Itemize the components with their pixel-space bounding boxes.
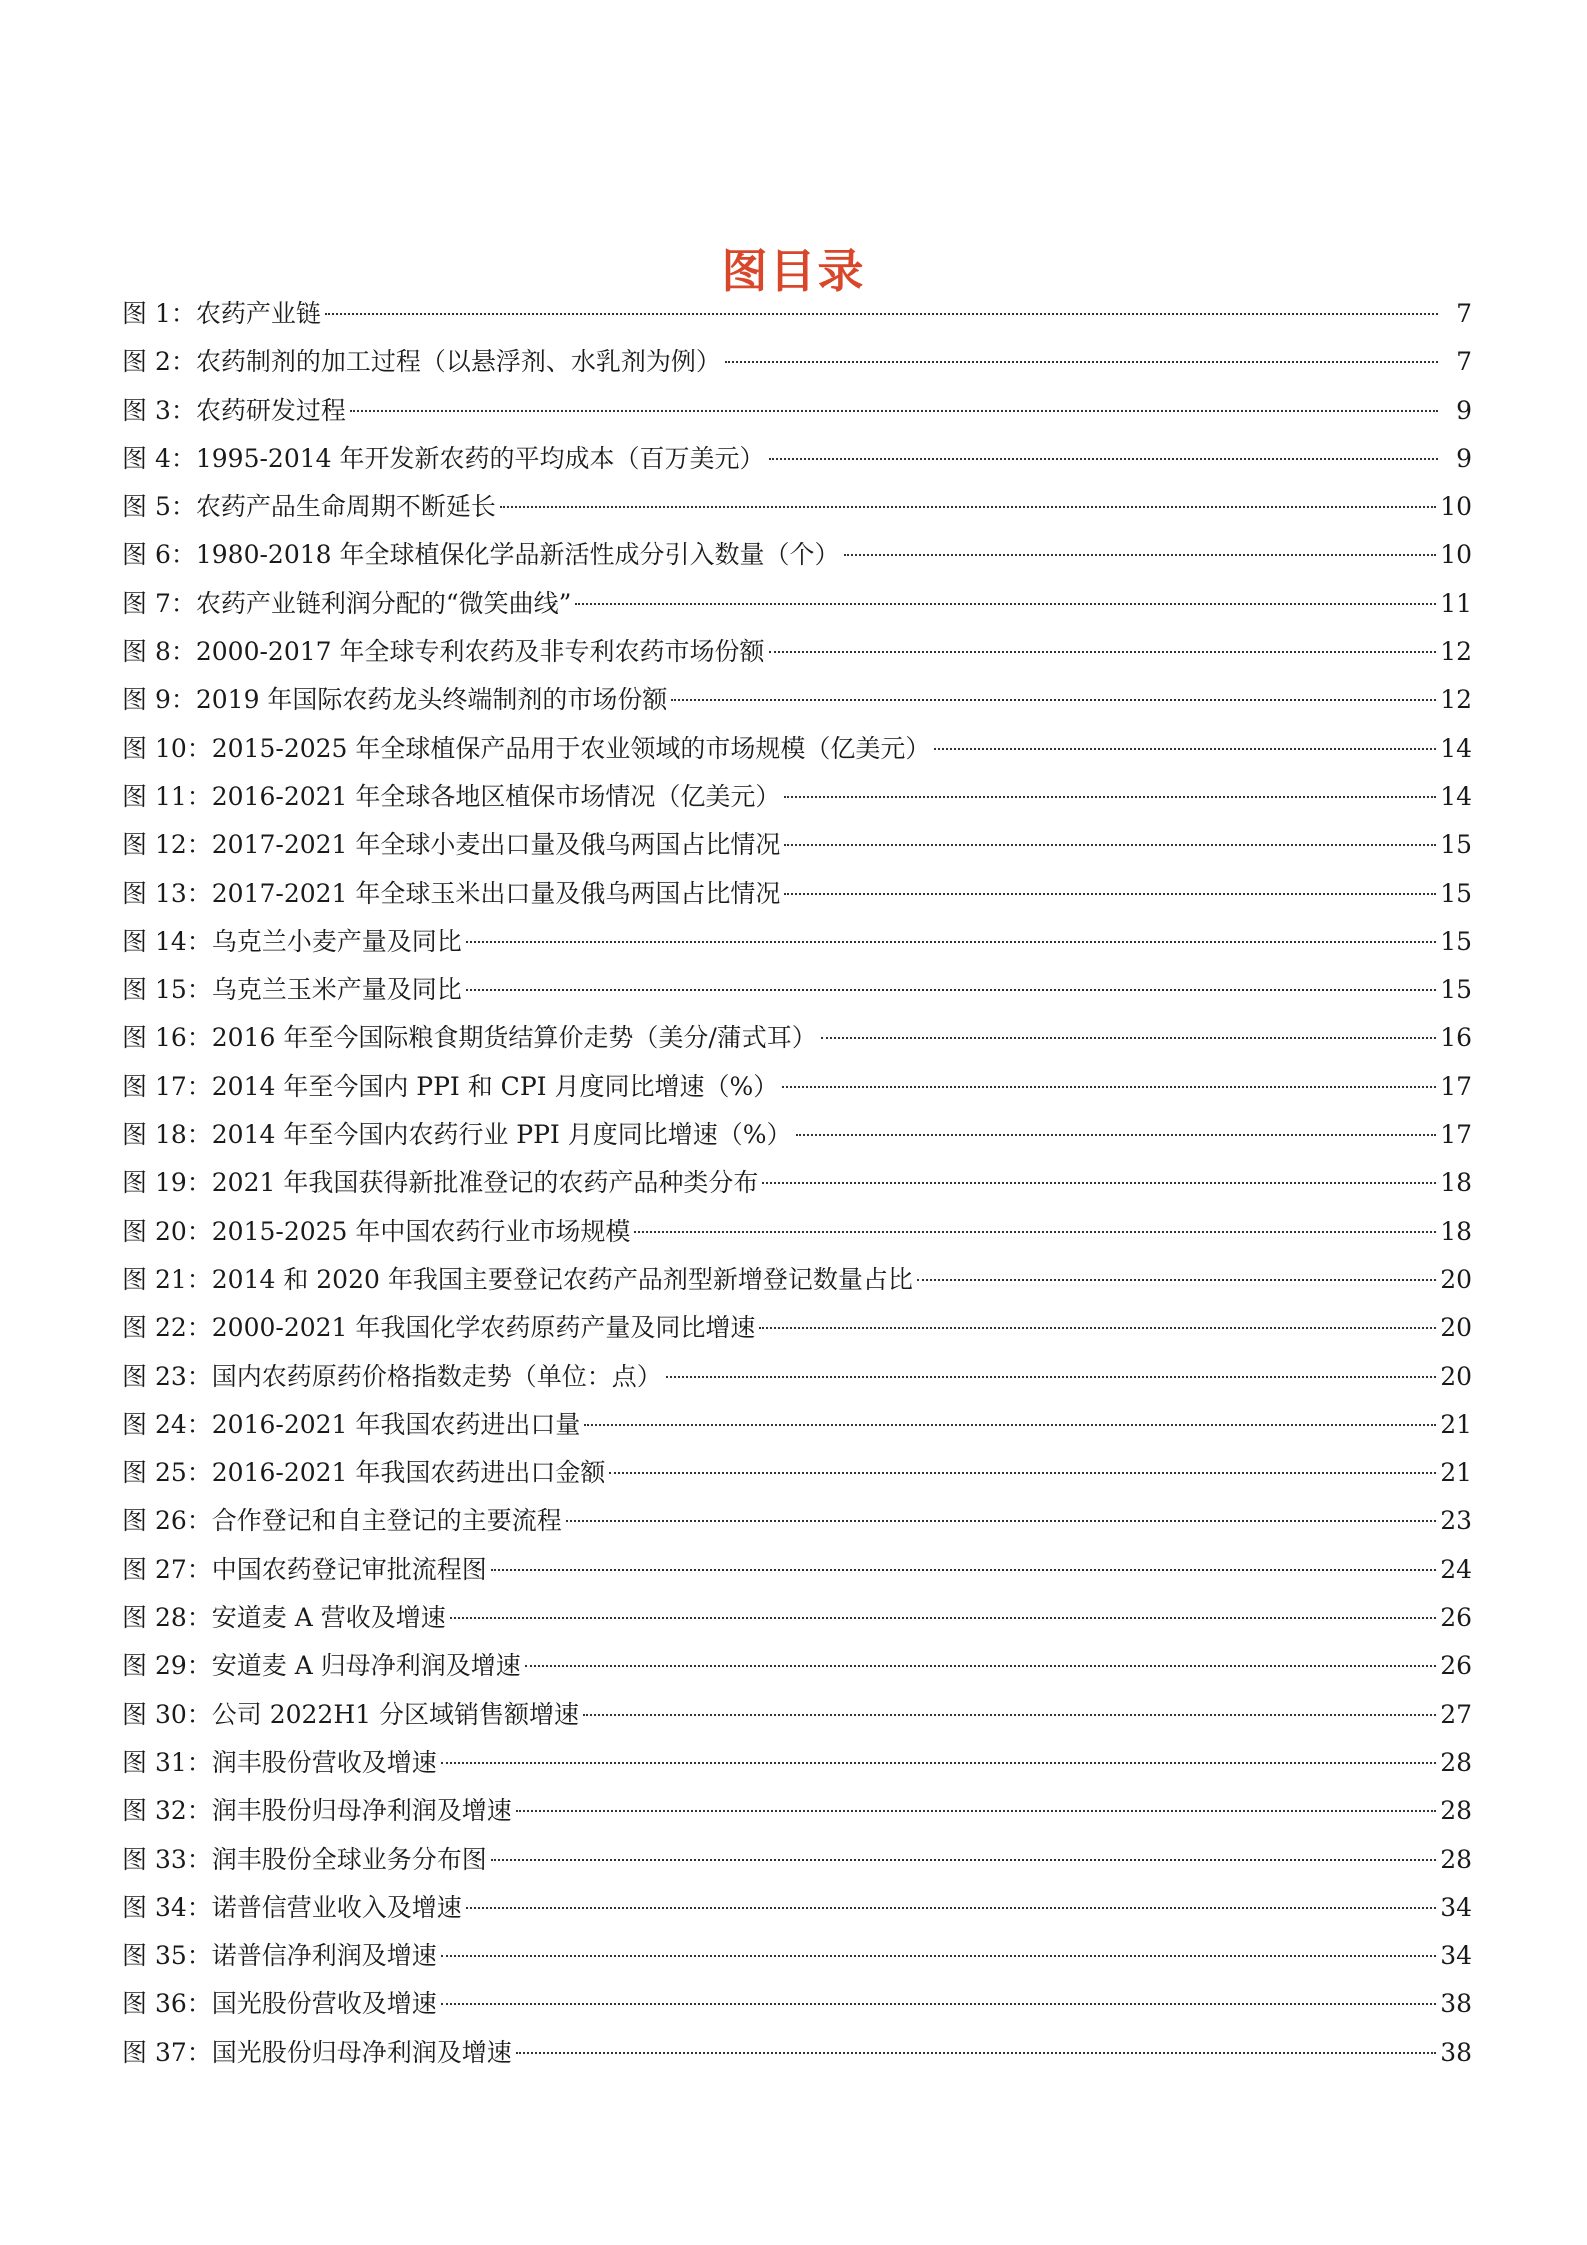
toc-entry-page: 21 xyxy=(1440,1409,1472,1439)
dot-leader xyxy=(844,554,1437,556)
dot-leader xyxy=(450,1617,1436,1619)
dot-leader xyxy=(784,796,1436,798)
toc-entry[interactable] xyxy=(122,1401,1472,1449)
toc-entry[interactable] xyxy=(122,2029,1472,2077)
dot-leader xyxy=(525,1665,1436,1667)
toc-entry-page: 20 xyxy=(1440,1361,1472,1391)
toc-entry-page: 18 xyxy=(1440,1168,1472,1198)
toc-entry-label[interactable]: 图 15：乌克兰玉米产量及同比 xyxy=(122,975,462,1005)
toc-entry[interactable] xyxy=(122,676,1472,724)
toc-entry[interactable] xyxy=(122,1497,1472,1545)
toc-entry-label[interactable]: 图 7：农药产业链利润分配的“微笑曲线” xyxy=(122,588,572,618)
toc-entry-page: 21 xyxy=(1440,1458,1472,1488)
toc-entry-label[interactable]: 图 28：安道麦 A 营收及增速 xyxy=(122,1603,446,1633)
toc-entry-label[interactable]: 图 22：2000-2021 年我国化学农药原药产量及同比增速 xyxy=(122,1313,756,1343)
toc-entry-page: 20 xyxy=(1440,1264,1472,1294)
toc-entry[interactable] xyxy=(122,870,1472,918)
toc-entry[interactable] xyxy=(122,387,1472,435)
dot-leader xyxy=(769,651,1437,653)
toc-entry-page: 16 xyxy=(1440,1023,1472,1053)
toc-entry[interactable] xyxy=(122,1980,1472,2028)
toc-entry-label[interactable]: 图 27：中国农药登记审批流程图 xyxy=(122,1554,487,1584)
toc-entry-page: 7 xyxy=(1456,299,1472,328)
toc-entry[interactable] xyxy=(122,1691,1472,1739)
dot-leader xyxy=(466,1907,1436,1909)
dot-leader xyxy=(350,410,1438,412)
toc-entry-label[interactable]: 图 16：2016 年至今国际粮食期货结算价走势（美分/蒲式耳） xyxy=(122,1023,817,1053)
dot-leader xyxy=(584,1424,1436,1426)
toc-entry-label[interactable]: 图 1：农药产业链 xyxy=(122,299,321,328)
toc-entry-label[interactable]: 图 23：国内农药原药价格指数走势（单位：点） xyxy=(122,1361,662,1391)
toc-entry-page: 34 xyxy=(1440,1941,1472,1971)
toc-entry-label[interactable]: 图 14：乌克兰小麦产量及同比 xyxy=(122,926,462,956)
toc-entry-label[interactable]: 图 8：2000-2017 年全球专利农药及非专利农药市场份额 xyxy=(122,637,765,667)
toc-entry-label[interactable]: 图 5：农药产品生命周期不断延长 xyxy=(122,492,496,522)
dot-leader xyxy=(575,603,1436,605)
toc-entry-page: 11 xyxy=(1440,588,1472,618)
toc-entry-page: 18 xyxy=(1440,1216,1472,1246)
toc-entry-page: 12 xyxy=(1440,637,1472,667)
dot-leader xyxy=(491,1569,1436,1571)
toc-entry-page: 15 xyxy=(1440,975,1472,1005)
toc-entry[interactable] xyxy=(122,918,1472,966)
toc-entry[interactable] xyxy=(122,290,1472,338)
toc-entry[interactable] xyxy=(122,1159,1472,1207)
dot-leader xyxy=(466,941,1436,943)
toc-entry-label[interactable]: 图 6：1980-2018 年全球植保化学品新活性成分引入数量（个） xyxy=(122,540,840,570)
dot-leader xyxy=(441,2003,1436,2005)
toc-entry-label[interactable]: 图 10：2015-2025 年全球植保产品用于农业领域的市场规模（亿美元） xyxy=(122,733,931,763)
toc-entry-label[interactable]: 图 3：农药研发过程 xyxy=(122,395,346,425)
toc-entry[interactable] xyxy=(122,435,1472,483)
toc-entry[interactable] xyxy=(122,1208,1472,1256)
toc-entry-page: 28 xyxy=(1440,1747,1472,1777)
dot-leader xyxy=(583,1714,1436,1716)
dot-leader xyxy=(784,893,1436,895)
toc-entry-page: 15 xyxy=(1440,926,1472,956)
toc-entry[interactable] xyxy=(122,1111,1472,1159)
toc-entry-label[interactable]: 图 31：润丰股份营收及增速 xyxy=(122,1747,437,1777)
dot-leader xyxy=(634,1231,1436,1233)
toc-entry-page: 20 xyxy=(1440,1313,1472,1343)
toc-entry[interactable] xyxy=(122,1449,1472,1497)
toc-entry[interactable] xyxy=(122,628,1472,676)
dot-leader xyxy=(516,1810,1436,1812)
dot-leader xyxy=(769,458,1439,460)
toc-entry[interactable] xyxy=(122,725,1472,773)
dot-leader xyxy=(466,989,1436,991)
toc-entry-page: 7 xyxy=(1456,347,1472,377)
dot-leader xyxy=(666,1376,1436,1378)
toc-entry-page: 24 xyxy=(1440,1554,1472,1584)
toc-entry-label[interactable]: 图 17：2014 年至今国内 PPI 和 CPI 月度同比增速（%） xyxy=(122,1071,779,1101)
toc-entry[interactable] xyxy=(122,773,1472,821)
toc-entry-page: 26 xyxy=(1440,1651,1472,1681)
toc-entry-page: 26 xyxy=(1440,1603,1472,1633)
dot-leader xyxy=(782,1086,1436,1088)
toc-entry[interactable] xyxy=(122,580,1472,628)
toc-entry-label[interactable]: 图 4：1995-2014 年开发新农药的平均成本（百万美元） xyxy=(122,443,765,473)
toc-entry-label[interactable]: 图 20：2015-2025 年中国农药行业市场规模 xyxy=(122,1216,631,1246)
toc-entry[interactable] xyxy=(122,1063,1472,1111)
dot-leader xyxy=(759,1327,1436,1329)
toc-entry-page: 17 xyxy=(1440,1071,1472,1101)
toc-entry[interactable] xyxy=(122,1256,1472,1304)
toc-entry-label[interactable]: 图 21：2014 和 2020 年我国主要登记农药产品剂型新增登记数量占比 xyxy=(122,1264,913,1294)
toc-entry[interactable] xyxy=(122,1546,1472,1594)
toc-entry-page: 15 xyxy=(1440,830,1472,860)
dot-leader xyxy=(566,1520,1436,1522)
toc-entry-label[interactable]: 图 2：农药制剂的加工过程（以悬浮剂、水乳剂为例） xyxy=(122,347,721,377)
toc-entry-page: 14 xyxy=(1440,781,1472,811)
toc-entry-label[interactable]: 图 25：2016-2021 年我国农药进出口金额 xyxy=(122,1458,606,1488)
dot-leader xyxy=(725,361,1438,363)
toc-entry[interactable] xyxy=(122,1594,1472,1642)
dot-leader xyxy=(917,1279,1436,1281)
toc-entry-label[interactable]: 图 29：安道麦 A 归母净利润及增速 xyxy=(122,1651,521,1681)
dot-leader xyxy=(500,506,1436,508)
toc-entry[interactable] xyxy=(122,531,1472,579)
toc-entry[interactable] xyxy=(122,1304,1472,1352)
toc-entry-label[interactable]: 图 24：2016-2021 年我国农药进出口量 xyxy=(122,1409,581,1439)
dot-leader xyxy=(325,313,1438,315)
figure-list xyxy=(122,290,1472,2077)
toc-entry[interactable] xyxy=(122,1353,1472,1401)
page-title: 图目录 xyxy=(721,243,866,298)
toc-entry-page: 34 xyxy=(1440,1892,1472,1922)
toc-entry[interactable] xyxy=(122,821,1472,869)
toc-entry[interactable] xyxy=(122,1642,1472,1690)
toc-entry[interactable] xyxy=(122,1014,1472,1062)
toc-entry-page: 9 xyxy=(1456,443,1472,473)
toc-entry[interactable] xyxy=(122,1787,1472,1835)
toc-entry-page: 10 xyxy=(1440,540,1472,570)
toc-entry[interactable] xyxy=(122,483,1472,531)
toc-entry-page: 9 xyxy=(1456,395,1472,425)
toc-entry-page: 38 xyxy=(1440,1989,1472,2019)
dot-leader xyxy=(796,1134,1437,1136)
dot-leader xyxy=(609,1472,1436,1474)
dot-leader xyxy=(762,1182,1436,1184)
toc-entry-label[interactable]: 图 18：2014 年至今国内农药行业 PPI 月度同比增速（%） xyxy=(122,1120,792,1150)
dot-leader xyxy=(491,1859,1436,1861)
toc-entry-label[interactable]: 图 33：润丰股份全球业务分布图 xyxy=(122,1844,487,1874)
toc-entry-label[interactable]: 图 12：2017-2021 年全球小麦出口量及俄乌两国占比情况 xyxy=(122,830,781,860)
toc-entry-label[interactable]: 图 11：2016-2021 年全球各地区植保市场情况（亿美元） xyxy=(122,781,781,811)
toc-entry-label[interactable]: 图 30：公司 2022H1 分区域销售额增速 xyxy=(122,1699,579,1729)
toc-entry[interactable] xyxy=(122,1836,1472,1884)
toc-entry-label[interactable]: 图 35：诺普信净利润及增速 xyxy=(122,1941,437,1971)
toc-entry-page: 38 xyxy=(1440,2037,1472,2067)
toc-entry-label[interactable]: 图 32：润丰股份归母净利润及增速 xyxy=(122,1796,512,1826)
dot-leader xyxy=(671,699,1436,701)
dot-leader xyxy=(784,844,1436,846)
toc-entry-label[interactable]: 图 37：国光股份归母净利润及增速 xyxy=(122,2037,512,2067)
dot-leader xyxy=(821,1037,1436,1039)
toc-entry-page: 23 xyxy=(1440,1506,1472,1536)
toc-entry-label[interactable]: 图 9：2019 年国际农药龙头终端制剂的市场份额 xyxy=(122,685,668,715)
toc-entry-page: 12 xyxy=(1440,685,1472,715)
toc-entry-page: 15 xyxy=(1440,878,1472,908)
toc-entry-label[interactable]: 图 34：诺普信营业收入及增速 xyxy=(122,1892,462,1922)
toc-entry[interactable] xyxy=(122,1932,1472,1980)
toc-entry-label[interactable]: 图 13：2017-2021 年全球玉米出口量及俄乌两国占比情况 xyxy=(122,878,781,908)
toc-entry[interactable] xyxy=(122,1884,1472,1932)
dot-leader xyxy=(516,2052,1436,2054)
toc-entry[interactable] xyxy=(122,1739,1472,1787)
toc-entry-label[interactable]: 图 19：2021 年我国获得新批准登记的农药产品种类分布 xyxy=(122,1168,759,1198)
toc-entry-page: 28 xyxy=(1440,1844,1472,1874)
toc-entry-label[interactable]: 图 36：国光股份营收及增速 xyxy=(122,1989,437,2019)
toc-entry[interactable] xyxy=(122,338,1472,386)
toc-entry-page: 28 xyxy=(1440,1796,1472,1826)
toc-entry-page: 10 xyxy=(1440,492,1472,522)
toc-entry-page: 17 xyxy=(1440,1120,1472,1150)
toc-entry-label[interactable]: 图 26：合作登记和自主登记的主要流程 xyxy=(122,1506,562,1536)
dot-leader xyxy=(934,748,1436,750)
toc-entry[interactable] xyxy=(122,966,1472,1014)
dot-leader xyxy=(441,1762,1436,1764)
dot-leader xyxy=(441,1955,1436,1957)
toc-entry-page: 27 xyxy=(1440,1699,1472,1729)
toc-entry-page: 14 xyxy=(1440,733,1472,763)
